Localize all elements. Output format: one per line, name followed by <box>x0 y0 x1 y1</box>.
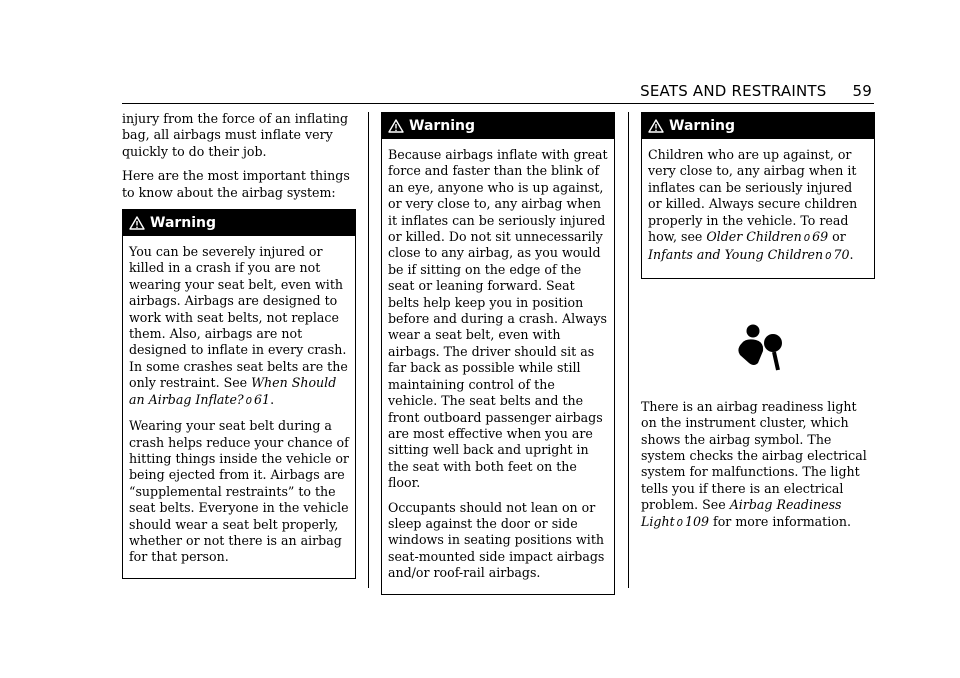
page-ref-icon: 0 <box>825 251 832 263</box>
warning-title: Warning <box>409 118 476 134</box>
column-divider <box>368 112 369 588</box>
page-number: 59 <box>852 82 872 100</box>
warning-triangle-icon <box>129 216 145 230</box>
paragraph: Here are the most important things to know about the airbag system: <box>122 168 350 200</box>
warning-title: Warning <box>150 215 217 232</box>
page-ref-icon: 0 <box>245 395 253 407</box>
cross-reference-link[interactable]: Older Children 0 69 <box>706 229 829 245</box>
cross-reference-link[interactable]: When Should an Airbag Inflate? 0 61 <box>129 375 337 407</box>
warning-header <box>123 210 355 236</box>
warning-box <box>122 209 356 579</box>
warning-box <box>381 112 615 595</box>
warning-triangle-icon <box>648 119 664 133</box>
header-divider <box>122 103 874 104</box>
warning-text: You can be severely injured or killed in a crash if you are not wearing your seat belt, even with airbags. Airbags are designed to work with seat belts, not replace them. Also, airbags are not designed to inflate in every crash. In some crashes seat belts are the only restraint. See When Should an Airbag Inflate? 0 61. <box>129 244 348 407</box>
airbag-readiness-icon <box>736 323 788 373</box>
column-3 <box>641 111 875 540</box>
column-1 <box>122 111 356 579</box>
column-2 <box>381 111 615 595</box>
warning-box <box>641 112 875 279</box>
warning-text: Wearing your seat belt during a crash helps reduce your chance of hitting things inside the vehicle or being ejected from it. Airbags are “supplemental restraints” to the seat belts. Everyone in the vehicle should wear a seat belt properly, whether or not there is an airbag for that person. <box>129 418 349 565</box>
column-divider <box>628 112 629 588</box>
warning-title: Warning <box>669 118 736 134</box>
cross-reference-link[interactable]: Airbag Readiness Light 0 109 <box>641 497 842 529</box>
warning-text: Children who are up against, or very close to, any airbag when it inflates can be seriously injured or killed. Always secure children properly in the vehicle. To read how, see Older Children 0 69 or Infants and Young Children 0 70. <box>648 147 858 263</box>
paragraph: There is an airbag readiness light on the instrument cluster, which shows the airbag symbol. The system checks the airbag electrical system for malfunctions. The light tells you if there is an electrical problem. See Airbag Readiness Light 0 109 for more information. <box>641 398 867 529</box>
warning-header <box>642 113 874 139</box>
cross-reference-link[interactable]: Infants and Young Children 0 70 <box>648 247 850 263</box>
warning-header <box>382 113 614 139</box>
page-ref-icon: 0 <box>676 517 683 529</box>
warning-text: Occupants should not lean on or sleep against the door or side windows in seating positions with seat-mounted side impact airbags and/or roof-rail airbags. <box>388 499 605 581</box>
page-ref-icon: 0 <box>803 233 811 245</box>
warning-triangle-icon <box>388 119 404 133</box>
warning-text: Because airbags inflate with great force and faster than the blink of an eye, anyone who is up against, or very close to, any airbag when it inflates can be seriously injured or killed. Do not sit unnecessarily close to any airbag, as you would be if sitting on the edge of the seat or leaning forward. Seat belts help keep you in position before and during a crash. Always wear a seat belt, even with airbags. The driver should sit as far back as possible while still maintaining control of the vehicle. The seat belts and the front outboard passenger airbags are most effective when you are sitting well back and upright in the seat with both feet on the floor. <box>388 147 608 491</box>
page-header <box>640 82 872 100</box>
section-title: SEATS AND RESTRAINTS <box>640 82 827 100</box>
paragraph: injury from the force of an inflating bag, all airbags must inflate very quickly to do their job. <box>122 111 349 159</box>
